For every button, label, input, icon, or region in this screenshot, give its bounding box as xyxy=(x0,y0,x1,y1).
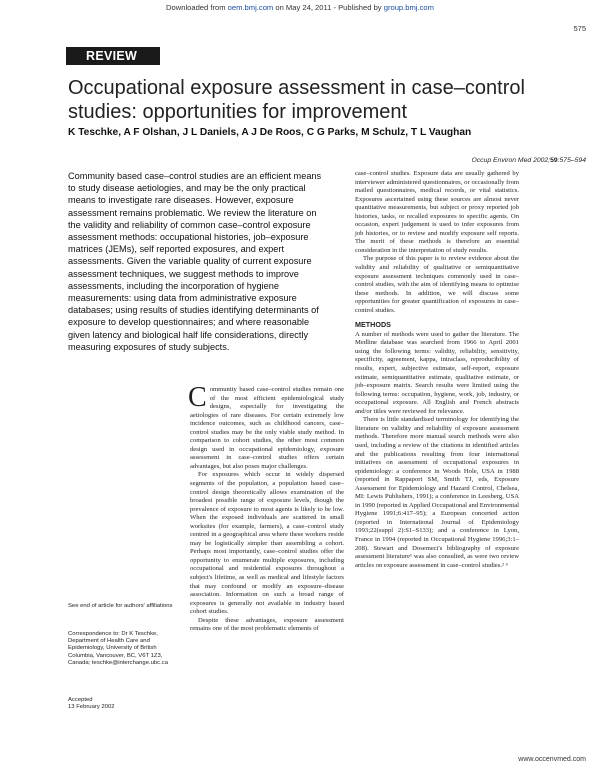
body-paragraph: case–control studies. Exposure data are usually gathered by interviewer administered questionnaires, or occasionally from mailed questionnaires, medical records, or vital statistics. Exposures ascertained using these sources are almost never quantitative measurements, but subject or proxy reported job histories, tasks, or recalled exposures to specific agents. On occasion, expert judgement is used to infer exposures from job histories, or to review and modify exposure self reports. The merit of these methods is therefore an essential consideration in the interpretation of study results. xyxy=(355,170,519,254)
abstract: Community based case–control studies are an efficient means to study disease aetiologies, and may be the only practical means to investigate rare diseases. However, exposure assessment remains problematic. We review the literature on the validity and reliability of common case–control exposure assessment methods: occupational histories, job–exposure matrices (JEMs), self reported exposures, and expert assessments. Given the variable quality of current exposure assessment techniques, we suggest methods to improve assessments, including the incorporation of hygiene measurements: using data from administrative exposure databases; using results of studies identifying determinants of exposure to develop questionnaires; and where reasonable given latency and biological half life considerations, directly measuring exposures of study subjects. xyxy=(68,171,322,352)
download-banner xyxy=(0,3,600,12)
journal-url[interactable]: www.occenvmed.com xyxy=(518,756,586,763)
download-prefix: Downloaded from xyxy=(166,3,228,12)
citation-volume: 59 xyxy=(550,157,558,164)
publisher-link[interactable]: group.bmj.com xyxy=(383,3,434,12)
section-tag: REVIEW xyxy=(66,47,160,65)
download-middle: on May 24, 2011 - Published by xyxy=(273,3,384,12)
author-list: K Teschke, A F Olshan, J L Daniels, A J De Roos, C G Parks, M Schulz, T L Vaughan xyxy=(68,127,472,138)
body-paragraph: A number of methods were used to gather the literature. The Medline database was searched from 1966 to April 2001 using the following terms: validity, reliability, sensitivity, specificity, agreement, kappa, intraclass, reproducibility of results, expert, subjective estimate, self-report, exposure estimate, semiquantitative estimate, qualitative estimate, or job–exposure matrix. Search results were limited using the following terms: occupation, hygiene, work, job, industry, or occupational exposure. All English and French abstracts and/or titles were reviewed for relevance. xyxy=(355,330,519,415)
citation xyxy=(471,157,586,164)
accepted-label: Accepted xyxy=(68,697,93,703)
body-column-left xyxy=(188,382,344,634)
accepted-date: 13 February 2002 xyxy=(68,704,115,711)
citation-year: 2002; xyxy=(533,157,551,164)
body-column-right xyxy=(355,170,519,570)
correspondence-note: Correspondence to: Dr K Teschke, Department of Health Care and Epidemiology, University of British Columbia, Vancouver, BC, V6T 1Z3, Canada; teschke@interchange.ubc.ca xyxy=(68,631,168,666)
intro-paragraph xyxy=(188,382,344,471)
accepted-note xyxy=(68,697,176,711)
citation-pages: :575–594 xyxy=(557,157,586,164)
page-number: 575 xyxy=(573,24,586,33)
citation-journal: Occup Environ Med xyxy=(471,157,532,164)
body-paragraph: Despite these advantages, exposure assessment remains one of the most problematic elements of xyxy=(190,616,344,633)
body-paragraph: For exposures which occur in widely dispersed segments of the population, a population based case–control design theoretically allows examination of the broadest possible range of exposure levels, though the prevalence of exposure to most agents is likely to be low. When the exposed individuals are scattered in small worksites (for example, farmers), a case–control study centred in a geographical area where these workers reside may be logistically simpler than assembling a cohort. Perhaps most importantly, case–control studies offer the opportunity to enumerate multiple exposures, including occupational and residential exposures throughout a subject's lifetime, as well as medical and lifestyle factors that may confound or modify an exposure–disease association. Information on such a broad range of exposures is generally not available in industry based cohort studies. xyxy=(190,471,344,616)
drop-cap: C xyxy=(188,382,207,413)
affiliations-note[interactable]: See end of article for authors' affiliations xyxy=(68,603,173,609)
site-link[interactable]: oem.bmj.com xyxy=(227,3,274,12)
article-title: Occupational exposure assessment in case–control studies: opportunities for improvement xyxy=(68,77,525,123)
body-paragraph: The purpose of this paper is to review evidence about the validity and reliability of qualitative or semiquantitative exposure assessment techniques commonly used in case–control studies, with the aim of identifying means to optimise these methods. In addition, we will discuss some opportunities for greater quantification of exposures in case–control studies. xyxy=(355,255,519,314)
methods-heading: METHODS xyxy=(355,320,391,330)
body-paragraph: There is little standardised terminology for identifying the literature on validity and reliability of exposure assessment methods. Therefore more manual search methods were also used, including a review of the citations in identified articles and the publications resulting from four international initiatives on assessment of occupational exposures in epidemiology: a conference in Woods Hole, USA in 1988 (reported in Rappaport SM, Smith TJ, eds, Exposure Assessment for Epidemiology and Hazard Control, Chelsea, MI: Lewis Publishers, 1991); a conference in Leesberg, USA in 1990 (reported in Applied Occupational and Environmental Hygiene 1991;6:417–95); a European concerted action (reported in International Journal of Epidemiology 1993;22(suppl 2):S1–S133); and a conference in Lyon, France in 1994 (reported in Occupational Hygiene 1996;3:1–208). Stewart and Dosemeci's bibliography of exposure assessment literature¹ was also consulted, as were two review articles on exposure assessment in case–control studies.² ³ xyxy=(355,416,519,569)
intro-text: ommunity based case–control studies remain one of the most efficient epidemiological study designs, especially for investigating the aetiologies of rare diseases. For certain extremely low incidence outcomes, such as childhood cancers, case–control studies may be the only viable study method. In comparison to cohort studies, the other most common design used in occupational epidemiology, exposure assessment in case–control studies offers certain advantages, but also poses major challenges. xyxy=(190,386,344,470)
